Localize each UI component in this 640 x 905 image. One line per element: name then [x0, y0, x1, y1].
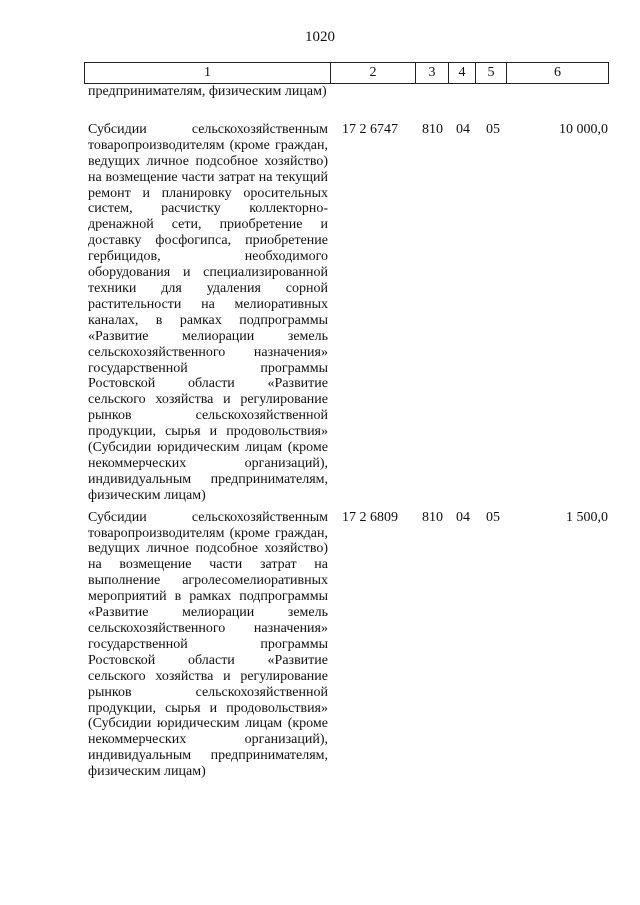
- row-section: 04: [456, 121, 470, 137]
- row-description: Субсидии сельскохозяйственным товаропроизводителям (кроме граждан, ведущих личное подсобное хозяйство) на возмещение части затрат на выполнение агролесомелиоративных мероприятий в рамках подпрограммы «Развитие мелиорации земель сельскохозяйственного назначения» государственной программы Ростовской области «Развитие сельского хозяйства и регулирование рынков сельскохозяйственной продукции, сырья и продовольствия» (Субсидии юридическим лицам (кроме некоммерческих организаций), индивидуальным предпринимателям, физическим лицам): [88, 509, 328, 780]
- row-subsection: 05: [486, 509, 500, 525]
- column-header-row: [85, 63, 609, 84]
- table-body: [84, 84, 612, 780]
- row-expense-type: 810: [422, 121, 443, 137]
- continuation-row: [84, 84, 612, 100]
- table-row: [84, 510, 612, 780]
- continuation-text: предпринимателям, физическим лицам): [88, 84, 327, 99]
- row-section: 04: [456, 509, 470, 525]
- column-header-1: 1: [85, 63, 331, 84]
- row-amount: 1 500,0: [566, 509, 608, 525]
- page-number: 1020: [305, 29, 335, 45]
- row-target-article-code: 17 2 6747: [342, 121, 398, 137]
- table-row: [84, 122, 612, 504]
- column-header-2: 2: [331, 63, 416, 84]
- column-header-6: 6: [507, 63, 609, 84]
- column-header-table: [84, 62, 609, 84]
- column-header-5: 5: [476, 63, 507, 84]
- row-amount: 10 000,0: [559, 121, 608, 137]
- row-description: Субсидии сельскохозяйственным товаропроизводителям (кроме граждан, ведущих личное подсобное хозяйство) на возмещение части затрат на текущий ремонт и планировку оросительных систем, расчистку коллекторно-дренажной сети, приобретение и доставку фосфогипса, приобретение гербицидов, необходимого оборудования и специализированной техники для удаления сорной растительности на мелиоративных каналах, в рамках подпрограммы «Развитие мелиорации земель сельскохозяйственного назначения» государственной программы Ростовской области «Развитие сельского хозяйства и регулирование рынков сельскохозяйственной продукции, сырья и продовольствия» (Субсидии юридическим лицам (кроме некоммерческих организаций), индивидуальным предпринимателям, физическим лицам): [88, 121, 328, 503]
- row-subsection: 05: [486, 121, 500, 137]
- column-header-4: 4: [449, 63, 476, 84]
- row-expense-type: 810: [422, 509, 443, 525]
- column-header-3: 3: [416, 63, 449, 84]
- row-target-article-code: 17 2 6809: [342, 509, 398, 525]
